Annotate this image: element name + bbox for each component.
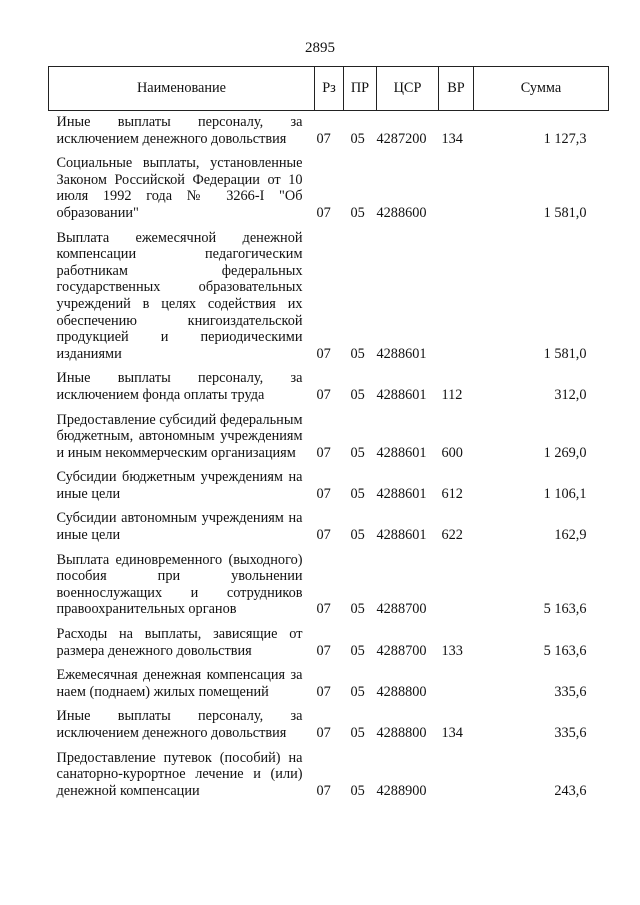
page-number: 2895 [305,40,335,56]
row-csr: 4288601 [376,485,427,502]
row-vr [439,222,474,363]
row-name: Иные выплаты персоналу, за исключением фонда оплаты труда [56,370,303,403]
row-pr: 05 [350,130,365,147]
row-name: Ежемесячная денежная компенсация за наем (поднаем) жилых помещений [56,667,303,700]
row-sum: 1 581,0 [543,345,587,362]
row-pr: 05 [350,345,365,362]
row-sum: 162,9 [554,527,587,544]
row-csr: 4288900 [376,782,427,799]
row-sum: 5 163,6 [543,642,587,659]
row-pr: 05 [350,386,365,403]
row-sum: 5 163,6 [543,601,587,618]
table-row [49,544,609,618]
budget-table [48,66,609,799]
table-row [49,362,609,403]
row-vr [439,147,474,221]
header-name: Наименование [49,67,315,111]
row-name: Иные выплаты персоналу, за исключением денежного довольствия [56,708,303,741]
row-vr: 134 [441,130,463,147]
row-name: Субсидии бюджетным учреждениям на иные цели [56,469,303,502]
row-sum: 243,6 [554,782,587,799]
table-row [49,111,609,148]
table-header [49,67,609,111]
row-vr: 134 [441,725,463,741]
row-csr: 4288600 [376,204,427,221]
row-rz: 07 [316,345,331,362]
row-vr: 622 [441,527,463,544]
header-rz: Рз [315,67,344,111]
header-vr: ВР [439,67,474,111]
row-rz: 07 [316,683,331,700]
row-csr: 4288800 [376,683,427,700]
row-name: Предоставление субсидий федеральным бюджетным, автономным учреждениям и иным некоммерческим организациям [56,411,303,461]
row-pr: 05 [350,725,365,741]
row-csr: 4288601 [376,444,427,461]
table-row [49,742,609,800]
row-vr: 133 [441,642,463,659]
row-rz: 07 [316,725,331,741]
row-rz: 07 [316,642,331,659]
row-csr: 4288601 [376,527,427,544]
row-name: Расходы на выплаты, зависящие от размера денежного довольствия [56,626,303,659]
row-sum: 1 127,3 [543,130,587,147]
row-sum: 1 269,0 [543,444,587,461]
row-sum: 335,6 [554,725,587,741]
table-row [49,404,609,462]
table-row [49,222,609,363]
row-sum: 312,0 [554,386,587,403]
table-body [49,111,609,800]
table-row [49,659,609,700]
table-row [49,502,609,543]
table-row [49,461,609,502]
row-name: Иные выплаты персоналу, за исключением денежного довольствия [56,114,303,147]
row-name: Субсидии автономным учреждениям на иные цели [56,510,303,544]
row-rz: 07 [316,782,331,799]
row-rz: 07 [316,204,331,221]
row-sum: 335,6 [554,683,587,700]
row-vr [439,544,474,618]
row-pr: 05 [350,527,365,544]
row-name: Предоставление путевок (пособий) на санаторно-курортное лечение и (или) денежной компенсации [56,749,303,799]
header-csr: ЦСР [377,67,439,111]
row-pr: 05 [350,683,365,700]
row-vr [439,742,474,800]
row-vr: 612 [441,485,463,502]
row-name: Выплата ежемесячной денежной компенсации педагогическим работникам федеральных государственных образовательных учреждений в целях содействия их обеспечению книгоиздательской продукцией и периодическими изданиями [56,229,303,362]
row-pr: 05 [350,204,365,221]
table-row [49,700,609,741]
row-vr: 112 [441,386,463,403]
table-row [49,618,609,659]
row-name: Выплата единовременного (выходного) пособия при увольнении военнослужащих и сотрудников правоохранительных органов [56,551,303,618]
header-sum: Сумма [474,67,609,111]
row-rz: 07 [316,386,331,403]
row-csr: 4288601 [376,386,427,403]
table-row [49,147,609,221]
row-pr: 05 [350,485,365,502]
row-rz: 07 [316,444,331,461]
row-rz: 07 [316,485,331,502]
row-rz: 07 [316,527,331,544]
row-name: Социальные выплаты, установленные Законом Российской Федерации от 10 июля 1992 года № 3266-I "Об образовании" [56,155,303,221]
header-pr: ПР [344,67,377,111]
row-pr: 05 [350,601,365,618]
row-csr: 4288700 [376,601,427,618]
row-rz: 07 [316,130,331,147]
row-csr: 4288601 [376,345,427,362]
row-csr: 4288700 [376,642,427,659]
row-vr: 600 [441,444,463,461]
row-pr: 05 [350,642,365,659]
row-sum: 1 106,1 [543,485,587,502]
row-vr [439,659,474,700]
row-pr: 05 [350,444,365,461]
row-pr: 05 [350,782,365,799]
row-csr: 4287200 [376,130,427,147]
row-rz: 07 [316,601,331,618]
row-csr: 4288800 [376,725,427,741]
row-sum: 1 581,0 [543,204,587,221]
